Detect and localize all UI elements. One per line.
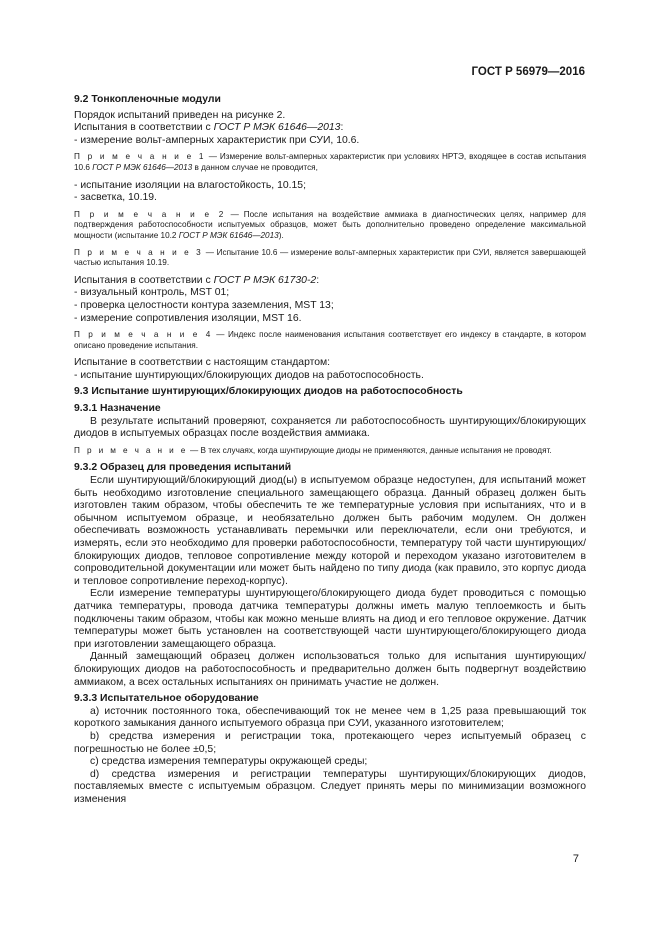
list-item: d) средства измерения и регистрации температуры шунтирующих/блокирующих диодов, поставляемых вместе с испытуемым образцом. Следует принять меры по минимизации возможного изменения	[74, 768, 586, 805]
note-2: П р и м е ч а н и е 2 — После испытания на воздействие аммиака в диагностических целях, например для подтверждения работоспособности испытуемых образцов, может быть дополнительно проведено определение максимальной мощности (испытание 10.2 ГОСТ Р МЭК 61646—2013).	[74, 209, 586, 240]
note-1: П р и м е ч а н и е 1 — Измерение вольт-амперных характеристик при условиях НРТЭ, входящее в состав испытания 10.6 ГОСТ Р МЭК 61646—2013 в данном случае не проводится,	[74, 152, 587, 172]
document-code-header: ГОСТ Р 56979—2016	[471, 66, 585, 78]
list-item: - засветка, 10.19.	[74, 192, 157, 204]
standard-reference: ГОСТ Р МЭК 61646—2013	[213, 122, 341, 134]
list-item: b) средства измерения и регистрации тока, протекающего через испытуемый образец с погрешностью не более ±0,5;	[74, 730, 586, 755]
paragraph: Испытания в соответствии с ГОСТ Р МЭК 61730-2:	[74, 274, 320, 286]
section-9-3-3-title: 9.3.3 Испытательное оборудование	[74, 693, 259, 705]
note-9-3-1: П р и м е ч а н и е — В тех случаях, когда шунтирующие диоды не применяются, данные испытания не проводят.	[74, 445, 552, 455]
list-item: c) средства измерения температуры окружающей среды;	[90, 756, 368, 768]
list-item: - испытание шунтирующих/блокирующих диодов на работоспособность.	[74, 369, 424, 381]
paragraph: Испытание в соответствии с настоящим стандартом:	[74, 357, 331, 369]
list-item: - визуальный контроль, MST 01;	[74, 287, 230, 299]
paragraph: Если шунтирующий/блокирующий диод(ы) в испытуемом образце недоступен, для испытаний может быть необходимо изготовление специального замещающего образца. Данный образец должен быть изготовлен таким образом, чтобы обеспечить те же температурные условия при испытаниях, что и в обычном испытуемом образце, и необязательно должен быть рабочим модулем. Он должен обеспечивать возможность устанавливать перемычки или переключатели, если они требуются, и измерять, если это необходимо для проверки работоспособности, температуру той части шунтирующих/блокирующих диодов, тепловое сопротивление между которой и переходом указано изготовителем в сопроводительной документации или может быть найдено по типу диода (как правило, это корпус диода и тепловое сопротивление переход-корпус).	[74, 475, 586, 587]
list-item: - проверка целостности контура заземления, MST 13;	[74, 299, 334, 311]
list-item: - измерение сопротивления изоляции, MST 16.	[74, 312, 302, 324]
section-9-3-1-title: 9.3.1 Назначение	[74, 403, 161, 415]
list-item: а) источник постоянного тока, обеспечивающий ток не менее чем в 1,25 раза превышающий ток короткого замыкания данного испытуемого образца при СУИ, указанного изготовителем;	[74, 705, 586, 730]
note-3: П р и м е ч а н и е 3 — Испытание 10.6 — измерение вольт-амперных характеристик при СУИ, является завершающей частью испытания 10.19.	[74, 247, 586, 268]
paragraph: В результате испытаний проверяют, сохраняется ли работоспособность шунтирующих/блокирующих диодов в испытуемых образцах после воздействия аммиака.	[74, 415, 586, 440]
paragraph: Порядок испытаний приведен на рисунке 2.	[74, 109, 286, 121]
list-item: - испытание изоляции на влагостойкость, 10.15;	[74, 179, 306, 191]
paragraph: Если измерение температуры шунтирующего/блокирующего диода будет проводиться с помощью датчика температуры, провода датчика температуры должны иметь малую теплоемкость и быть подключены таким образом, чтобы как можно меньше влиять на диод и его тепловое окружение. Датчик температуры может быть установлен на соответствующей части шунтирующего/блокирующего диода при изготовлении замещающего образца.	[74, 588, 586, 650]
section-9-3-2-title: 9.3.2 Образец для проведения испытаний	[74, 462, 292, 474]
note-4: П р и м е ч а н и е 4 — Индекс после наименования испытания соответствует его индексу в стандарте, в котором описано проведение испытания.	[74, 330, 586, 350]
page-content	[74, 94, 586, 806]
section-9-2-title: 9.2 Тонкопленочные модули	[74, 94, 221, 105]
page-number: 7	[572, 853, 579, 865]
paragraph: Данный замещающий образец должен использоваться только для испытания шунтирующих/блокирующих диодов на работоспособность и предварительно должен быть подвергнут воздействию аммиаком, а всех остальных испытаниях он принимать участие не должен.	[74, 651, 586, 688]
paragraph: Испытания в соответствии с ГОСТ Р МЭК 61646—2013:	[74, 122, 344, 134]
standard-reference: ГОСТ Р МЭК 61730-2	[213, 274, 317, 286]
list-item: - измерение вольт-амперных характеристик при СУИ, 10.6.	[74, 134, 360, 146]
section-9-3-title: 9.3 Испытание шунтирующих/блокирующих диодов на работоспособность	[74, 386, 463, 398]
